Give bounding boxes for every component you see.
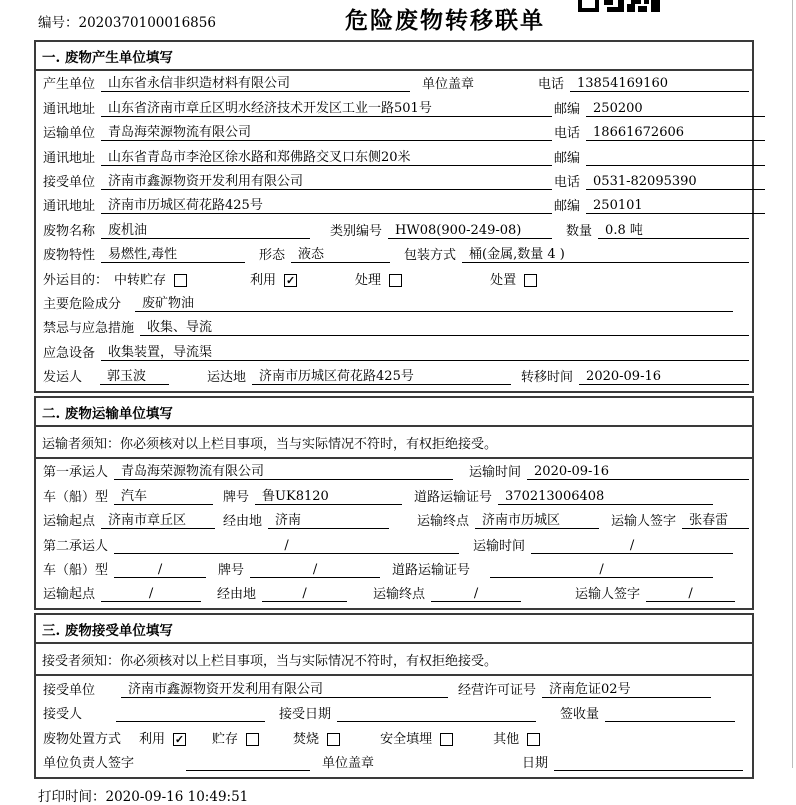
form-row bbox=[36, 509, 752, 533]
field-label: 通讯地址 bbox=[43, 150, 96, 166]
section-transporter bbox=[34, 396, 754, 610]
field-label: 牌号 bbox=[218, 563, 245, 579]
field-label: 电话 bbox=[554, 126, 581, 142]
form-row bbox=[36, 96, 752, 120]
form-row bbox=[36, 702, 752, 726]
field-label: 运输人签字 bbox=[575, 587, 641, 603]
section-rows bbox=[36, 459, 752, 608]
checkbox-field bbox=[355, 269, 402, 288]
field-value bbox=[605, 721, 735, 722]
field-label: 接受单位 bbox=[43, 174, 96, 190]
form-row bbox=[36, 194, 752, 218]
field-value: 250101 bbox=[586, 198, 765, 214]
field-value: 青岛海荣源物流有限公司 bbox=[101, 121, 552, 141]
form-row bbox=[36, 170, 752, 194]
field-value: 青岛海荣源物流有限公司 bbox=[114, 460, 453, 480]
print-time bbox=[38, 785, 796, 805]
section-note: 接受者须知：你必须核对以上栏目事项，当与实际情况不符时，有权拒绝接受。 bbox=[36, 644, 752, 676]
field-value: 济南市历城区荷花路425号 bbox=[101, 194, 552, 214]
field-value bbox=[186, 770, 310, 771]
field-value: / bbox=[114, 562, 206, 578]
field-label: 单位负责人签字 bbox=[43, 755, 135, 771]
field-value: 济南市历城区荷花路425号 bbox=[252, 365, 511, 385]
checkbox-label: 处理 bbox=[355, 272, 382, 288]
field-value: 济南市鑫源物资开发利用有限公司 bbox=[121, 678, 448, 698]
field-value: / bbox=[262, 586, 347, 602]
form-row bbox=[36, 292, 752, 316]
field-value bbox=[337, 721, 536, 722]
checkbox-label: 中转贮存 bbox=[114, 272, 167, 288]
checkbox-field bbox=[212, 728, 259, 747]
form-row bbox=[36, 121, 752, 145]
checkbox-field bbox=[114, 269, 187, 288]
field-value: 济南 bbox=[268, 509, 389, 529]
checkbox-unchecked-icon bbox=[246, 733, 259, 746]
field-value: 济南危证02号 bbox=[542, 678, 711, 698]
form-row bbox=[36, 72, 752, 96]
checkbox-unchecked-icon bbox=[327, 733, 340, 746]
form-row bbox=[36, 145, 752, 169]
field-value: / bbox=[490, 562, 713, 578]
field-label: 运输时间 bbox=[469, 465, 522, 481]
print-time-value: 2020-09-16 10:49:51 bbox=[105, 788, 249, 805]
field-label: 第二承运人 bbox=[43, 538, 109, 554]
field-label: 包装方式 bbox=[404, 248, 457, 264]
field-label: 邮编 bbox=[554, 199, 581, 215]
field-value bbox=[586, 165, 765, 166]
field-label: 运输终点 bbox=[417, 514, 470, 530]
field-label: 经由地 bbox=[223, 514, 263, 530]
form-row bbox=[36, 218, 752, 242]
form-row bbox=[36, 267, 752, 291]
section-receiver bbox=[34, 613, 754, 779]
field-label: 经由地 bbox=[217, 587, 257, 603]
form-row bbox=[36, 316, 752, 340]
section-title: 二. 废物运输单位填写 bbox=[36, 398, 752, 427]
checkbox-checked-icon: ✓ bbox=[285, 273, 296, 287]
field-label: 接受人 bbox=[43, 707, 83, 723]
form-row bbox=[36, 365, 752, 389]
field-label: 运输时间 bbox=[473, 538, 526, 554]
field-label: 运达地 bbox=[207, 370, 247, 386]
field-label: 应急设备 bbox=[43, 345, 96, 361]
field-value: 汽车 bbox=[114, 485, 213, 505]
field-label: 形态 bbox=[259, 248, 286, 264]
field-label: 电话 bbox=[537, 77, 564, 93]
checkbox-unchecked-icon bbox=[389, 274, 402, 287]
field-label: 主要危险成分 bbox=[43, 296, 122, 312]
field-label: 数量 bbox=[566, 223, 593, 239]
field-value: 2020-09-16 bbox=[527, 464, 749, 480]
section-title: 三. 废物接受单位填写 bbox=[36, 615, 752, 644]
checkbox-label: 安全填埋 bbox=[380, 731, 433, 747]
field-value: / bbox=[646, 586, 735, 602]
document-header bbox=[0, 0, 796, 40]
field-value: 0531-82095390 bbox=[586, 174, 765, 190]
field-value: 2020-09-16 bbox=[579, 369, 749, 385]
field-label: 电话 bbox=[554, 174, 581, 190]
qr-code-icon bbox=[578, 0, 660, 13]
checkbox-unchecked-icon bbox=[440, 733, 453, 746]
checkbox-unchecked-icon bbox=[527, 733, 540, 746]
field-label: 运输起点 bbox=[43, 587, 96, 603]
checkbox-field bbox=[139, 728, 186, 747]
field-label: 签收量 bbox=[560, 707, 600, 723]
field-value: / bbox=[101, 586, 201, 602]
field-label: 运输起点 bbox=[43, 514, 96, 530]
checkbox-field bbox=[380, 728, 453, 747]
field-label: 外运目的： bbox=[43, 272, 109, 288]
field-value: 郭玉波 bbox=[100, 365, 169, 385]
field-label: 邮编 bbox=[554, 150, 581, 166]
form-row bbox=[36, 751, 752, 775]
page-title: 危险废物转移联单 bbox=[345, 7, 545, 34]
field-value: 济南市章丘区 bbox=[101, 509, 215, 529]
field-value: 370213006408 bbox=[498, 489, 713, 505]
checkbox-label: 其他 bbox=[493, 731, 520, 747]
field-label: 道路运输证号 bbox=[392, 563, 471, 579]
document-number-value: 2020370100016856 bbox=[78, 15, 216, 31]
checkbox-label: 利用 bbox=[139, 731, 166, 747]
field-label: 通讯地址 bbox=[43, 101, 96, 117]
field-label: 禁忌与应急措施 bbox=[43, 321, 135, 337]
checkbox-label: 焚烧 bbox=[293, 731, 320, 747]
section-rows bbox=[36, 676, 752, 777]
field-value: 易燃性,毒性 bbox=[101, 243, 245, 263]
page-edge-line bbox=[792, 0, 793, 768]
field-value: 济南市鑫源物资开发利用有限公司 bbox=[101, 170, 552, 190]
checkbox-label: 利用 bbox=[250, 272, 277, 288]
form-row bbox=[36, 340, 752, 364]
field-value: 0.8 吨 bbox=[598, 219, 749, 239]
section-title: 一. 废物产生单位填写 bbox=[36, 42, 752, 71]
form-row bbox=[36, 484, 752, 508]
field-label: 通讯地址 bbox=[43, 199, 96, 215]
field-value bbox=[116, 721, 265, 722]
form-row bbox=[36, 726, 752, 750]
field-value: HW08(900-249-08) bbox=[388, 223, 552, 239]
field-value: 13854169160 bbox=[570, 76, 749, 92]
field-value: 张春雷 bbox=[682, 509, 749, 529]
print-time-label: 打印时间： bbox=[38, 788, 106, 805]
field-value: 山东省济南市章丘区明水经济技术开发区工业一路501号 bbox=[101, 97, 552, 117]
field-label: 接受单位 bbox=[43, 682, 96, 698]
field-value: 山东省永信非织造材料有限公司 bbox=[101, 72, 410, 92]
section-producer bbox=[34, 40, 754, 393]
field-label: 单位盖章 bbox=[322, 755, 375, 771]
field-label: 道路运输证号 bbox=[414, 489, 493, 505]
field-value: 鲁UK8120 bbox=[255, 485, 402, 505]
section-rows bbox=[36, 71, 752, 391]
field-label: 邮编 bbox=[554, 101, 581, 117]
form-row bbox=[36, 533, 752, 557]
field-label: 废物名称 bbox=[43, 223, 96, 239]
field-label: 发运人 bbox=[43, 370, 83, 386]
field-label: 废物处置方式 bbox=[43, 731, 122, 747]
form-row bbox=[36, 582, 752, 606]
field-label: 牌号 bbox=[223, 489, 250, 505]
checkbox-label: 贮存 bbox=[212, 731, 239, 747]
checkbox-field bbox=[250, 269, 297, 288]
field-value: 废矿物油 bbox=[135, 292, 733, 312]
field-label: 单位盖章 bbox=[422, 77, 475, 93]
field-label: 类别编号 bbox=[330, 223, 383, 239]
field-value: 废机油 bbox=[101, 219, 310, 239]
field-value bbox=[554, 770, 743, 771]
field-value: / bbox=[114, 538, 459, 554]
checkbox-field bbox=[293, 728, 340, 747]
field-label: 第一承运人 bbox=[43, 465, 109, 481]
field-label: 接受日期 bbox=[279, 707, 332, 723]
form-row bbox=[36, 460, 752, 484]
field-value: 桶(金属,数量 4 ) bbox=[462, 243, 749, 263]
field-value: 液态 bbox=[291, 243, 390, 263]
field-label: 运输终点 bbox=[373, 587, 426, 603]
checkbox-checked-icon: ✓ bbox=[174, 732, 185, 746]
field-value: 18661672606 bbox=[586, 125, 765, 141]
field-label: 经营许可证号 bbox=[458, 682, 537, 698]
form-row bbox=[36, 558, 752, 582]
field-value: 250200 bbox=[586, 101, 765, 117]
field-value: / bbox=[431, 586, 521, 602]
field-label: 产生单位 bbox=[43, 77, 96, 93]
field-value: / bbox=[250, 562, 380, 578]
form-row bbox=[36, 677, 752, 701]
field-label: 车（船）型 bbox=[43, 489, 109, 505]
field-value: 收集装置，导流渠 bbox=[101, 341, 749, 361]
document-number-label: 编号： bbox=[38, 15, 79, 31]
checkbox-label: 处置 bbox=[490, 272, 517, 288]
field-label: 运输单位 bbox=[43, 126, 96, 142]
field-label: 车（船）型 bbox=[43, 563, 109, 579]
field-value: 收集、导流 bbox=[140, 316, 749, 336]
checkbox-unchecked-icon bbox=[524, 274, 537, 287]
field-label: 日期 bbox=[522, 755, 549, 771]
checkbox-field bbox=[493, 728, 540, 747]
checkbox-field bbox=[490, 269, 537, 288]
section-note: 运输者须知：你必须核对以上栏目事项，当与实际情况不符时，有权拒绝接受。 bbox=[36, 427, 752, 459]
field-label: 转移时间 bbox=[521, 370, 574, 386]
form-row bbox=[36, 243, 752, 267]
field-value: 山东省青岛市李沧区徐水路和郑佛路交叉口东侧20米 bbox=[101, 146, 552, 166]
field-label: 废物特性 bbox=[43, 248, 96, 264]
field-label: 运输人签字 bbox=[611, 514, 677, 530]
field-value: / bbox=[531, 538, 733, 554]
field-value: 济南市历城区 bbox=[475, 509, 599, 529]
checkbox-unchecked-icon bbox=[174, 274, 187, 287]
